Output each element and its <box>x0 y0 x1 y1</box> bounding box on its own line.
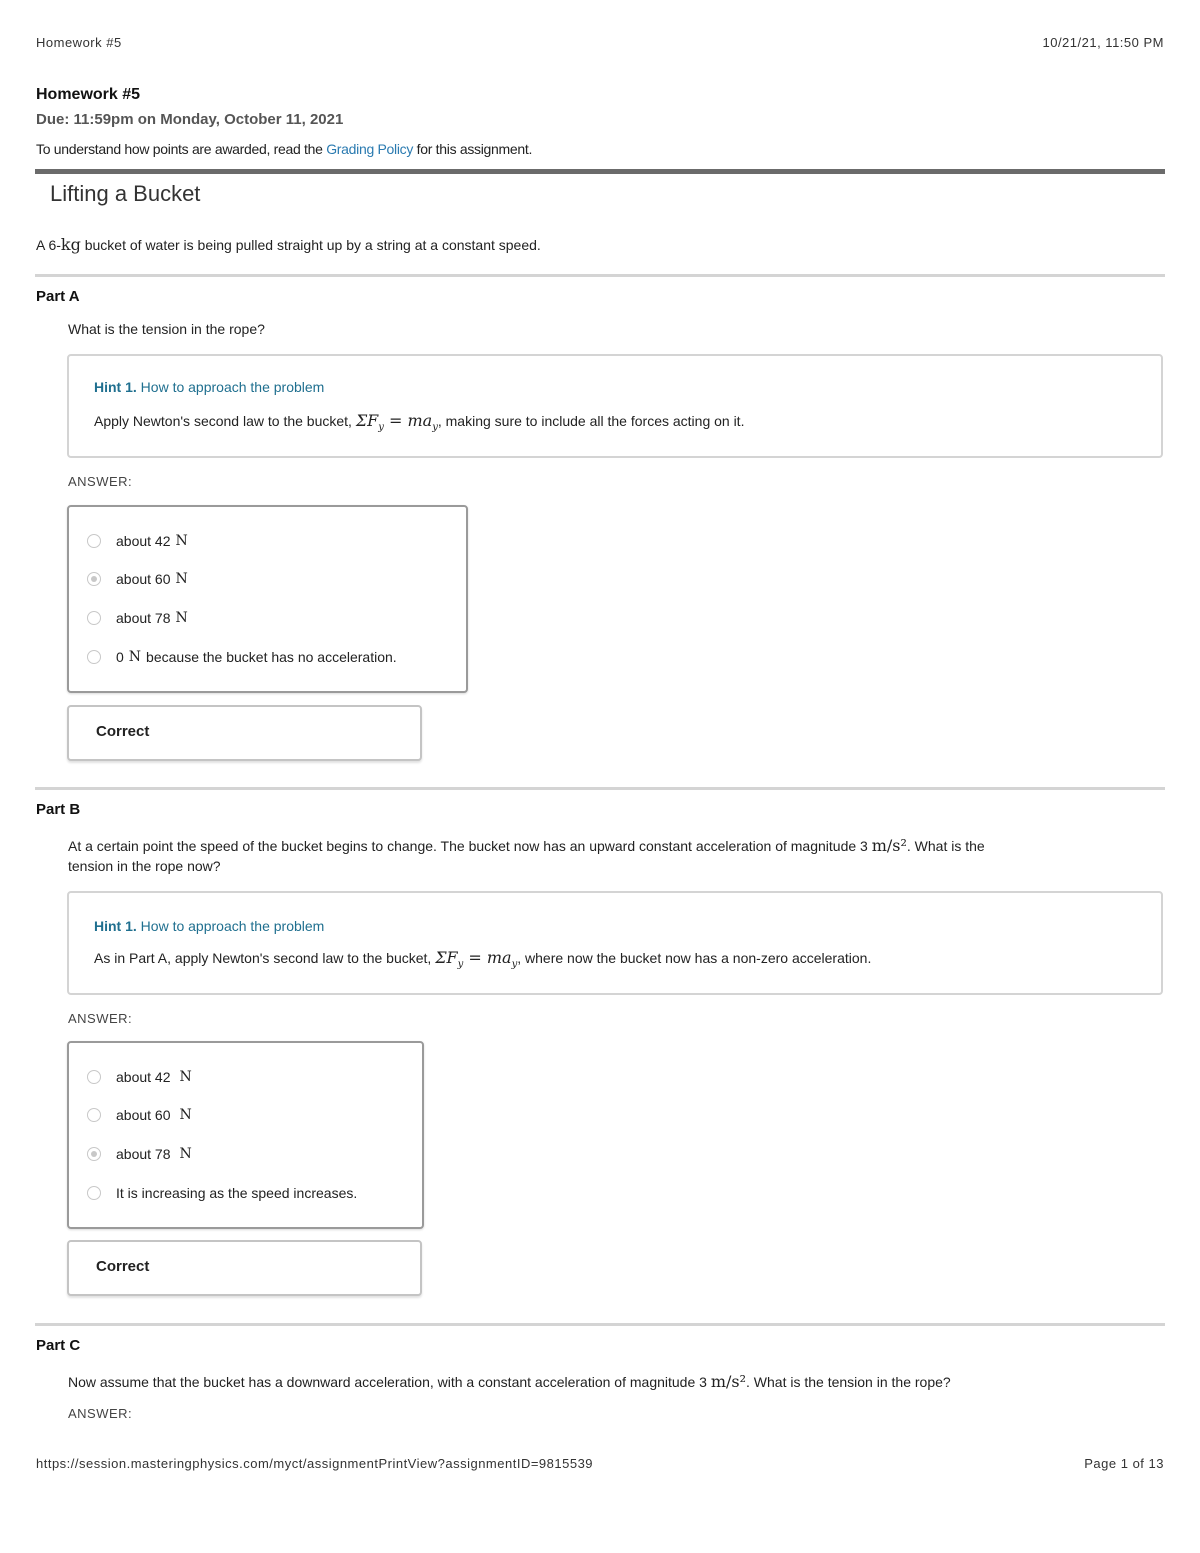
grading-policy-link[interactable]: Grading Policy <box>326 141 414 157</box>
option-unit: N <box>175 533 188 549</box>
print-header-title: Homework #5 <box>36 35 122 50</box>
part-b-hint-text <box>94 948 871 970</box>
part-b-question-line2: tension in the rope now? <box>68 858 221 874</box>
option-text: about 60 <box>116 1107 171 1123</box>
option-unit: N <box>128 649 142 665</box>
part-b-answer-box <box>67 1041 424 1229</box>
part-a-label: Part A <box>36 288 80 305</box>
part-a-hint-box <box>67 354 1163 458</box>
part-b-option-3[interactable] <box>87 1144 192 1164</box>
grading-policy-note <box>36 141 532 157</box>
acceleration-unit: m/s² <box>871 836 907 855</box>
part-a-hint-number: Hint 1. <box>94 379 137 395</box>
part-a-option-1[interactable] <box>87 531 188 551</box>
header-divider <box>35 169 1165 174</box>
part-b-hint-equation: $\Sigma F_y = ma_y$ <box>435 948 518 971</box>
option-text: about 42 <box>116 533 171 549</box>
print-header-datetime: 10/21/21, 11:50 PM <box>1042 35 1164 50</box>
radio-button[interactable] <box>87 1108 101 1122</box>
part-b-option-1[interactable] <box>87 1067 192 1087</box>
part-b-hint-text-after: , where now the bucket now has a non-zero acceleration. <box>517 950 872 966</box>
part-b-question <box>68 836 1148 876</box>
part-b-label: Part B <box>36 801 81 818</box>
part-a-hint-title: How to approach the problem <box>140 379 325 395</box>
part-b-option-4[interactable] <box>87 1183 357 1203</box>
part-b-hint-title: How to approach the problem <box>140 918 325 934</box>
problem-statement <box>36 235 541 254</box>
print-footer-url: https://session.masteringphysics.com/myct/assignmentPrintView?assignmentID=9815539 <box>36 1456 594 1471</box>
option-text: about 42 <box>116 1069 171 1085</box>
part-b-option-2[interactable] <box>87 1105 192 1125</box>
part-b-result-box <box>67 1240 422 1296</box>
part-b-hint-box <box>67 891 1163 995</box>
part-a-hint-heading[interactable] <box>94 379 324 395</box>
assignment-title: Homework #5 <box>36 86 141 103</box>
radio-button-selected[interactable] <box>87 572 101 586</box>
acceleration-unit: m/s² <box>710 1372 746 1391</box>
part-b-question-after: . What is the <box>906 838 985 854</box>
problem-title: Lifting a Bucket <box>50 181 201 206</box>
part-b-hint-number: Hint 1. <box>94 918 137 934</box>
radio-button[interactable] <box>87 534 101 548</box>
radio-button[interactable] <box>87 650 101 664</box>
option-unit: N <box>175 610 188 626</box>
policy-text-after: for this assignment. <box>416 141 533 157</box>
part-b-hint-text-before: As in Part A, apply Newton's second law to the bucket, <box>94 950 432 966</box>
option-text: about 60 <box>116 571 171 587</box>
due-date: Due: 11:59pm on Monday, October 11, 2021 <box>36 111 344 128</box>
part-a-answer-label: ANSWER: <box>68 474 133 489</box>
part-c-answer-label: ANSWER: <box>68 1406 133 1421</box>
part-a-hint-text-after: , making sure to include all the forces acting on it. <box>437 413 745 429</box>
part-c-question <box>68 1372 1158 1392</box>
part-c-divider <box>35 1323 1165 1326</box>
radio-button[interactable] <box>87 1070 101 1084</box>
option-text: about 78 <box>116 610 171 626</box>
part-a-hint-text-before: Apply Newton's second law to the bucket, <box>94 413 352 429</box>
radio-button[interactable] <box>87 1186 101 1200</box>
part-a-hint-equation: $\Sigma F_y = ma_y$ <box>355 411 438 434</box>
option-text: 0 <box>116 649 124 665</box>
radio-button-selected[interactable] <box>87 1147 101 1161</box>
policy-text-before: To understand how points are awarded, read the <box>36 141 323 157</box>
problem-text-before: A 6- <box>36 237 61 253</box>
radio-button[interactable] <box>87 611 101 625</box>
part-a-option-2[interactable] <box>87 569 188 589</box>
part-a-option-4[interactable] <box>87 647 397 667</box>
part-c-question-before: Now assume that the bucket has a downward acceleration, with a constant acceleration of magnitude 3 <box>68 1374 707 1390</box>
part-a-hint-text <box>94 411 744 433</box>
part-b-hint-heading[interactable] <box>94 918 324 934</box>
part-c-question-after: . What is the tension in the rope? <box>746 1374 951 1390</box>
part-a-option-3[interactable] <box>87 608 188 628</box>
part-a-question: What is the tension in the rope? <box>68 321 265 337</box>
option-unit: N <box>179 1069 192 1085</box>
option-text: about 78 <box>116 1146 171 1162</box>
part-b-question-before: At a certain point the speed of the bucket begins to change. The bucket now has an upward constant acceleration of magnitude 3 <box>68 838 868 854</box>
option-unit: N <box>179 1146 192 1162</box>
part-a-result: Correct <box>96 723 150 740</box>
mass-unit: kg <box>60 235 81 254</box>
part-a-result-box <box>67 705 422 761</box>
problem-text-after: bucket of water is being pulled straight up by a string at a constant speed. <box>84 237 541 253</box>
part-c-label: Part C <box>36 1337 81 1354</box>
part-b-answer-label: ANSWER: <box>68 1011 133 1026</box>
part-a-divider <box>35 274 1165 277</box>
option-unit: N <box>175 571 188 587</box>
option-text: It is increasing as the speed increases. <box>116 1185 358 1201</box>
option-unit: N <box>179 1107 192 1123</box>
print-footer-page: Page 1 of 13 <box>1084 1456 1164 1471</box>
part-a-answer-box <box>67 505 468 693</box>
part-b-divider <box>35 787 1165 790</box>
option-text-after: because the bucket has no acceleration. <box>146 649 397 665</box>
part-b-result: Correct <box>96 1258 150 1275</box>
